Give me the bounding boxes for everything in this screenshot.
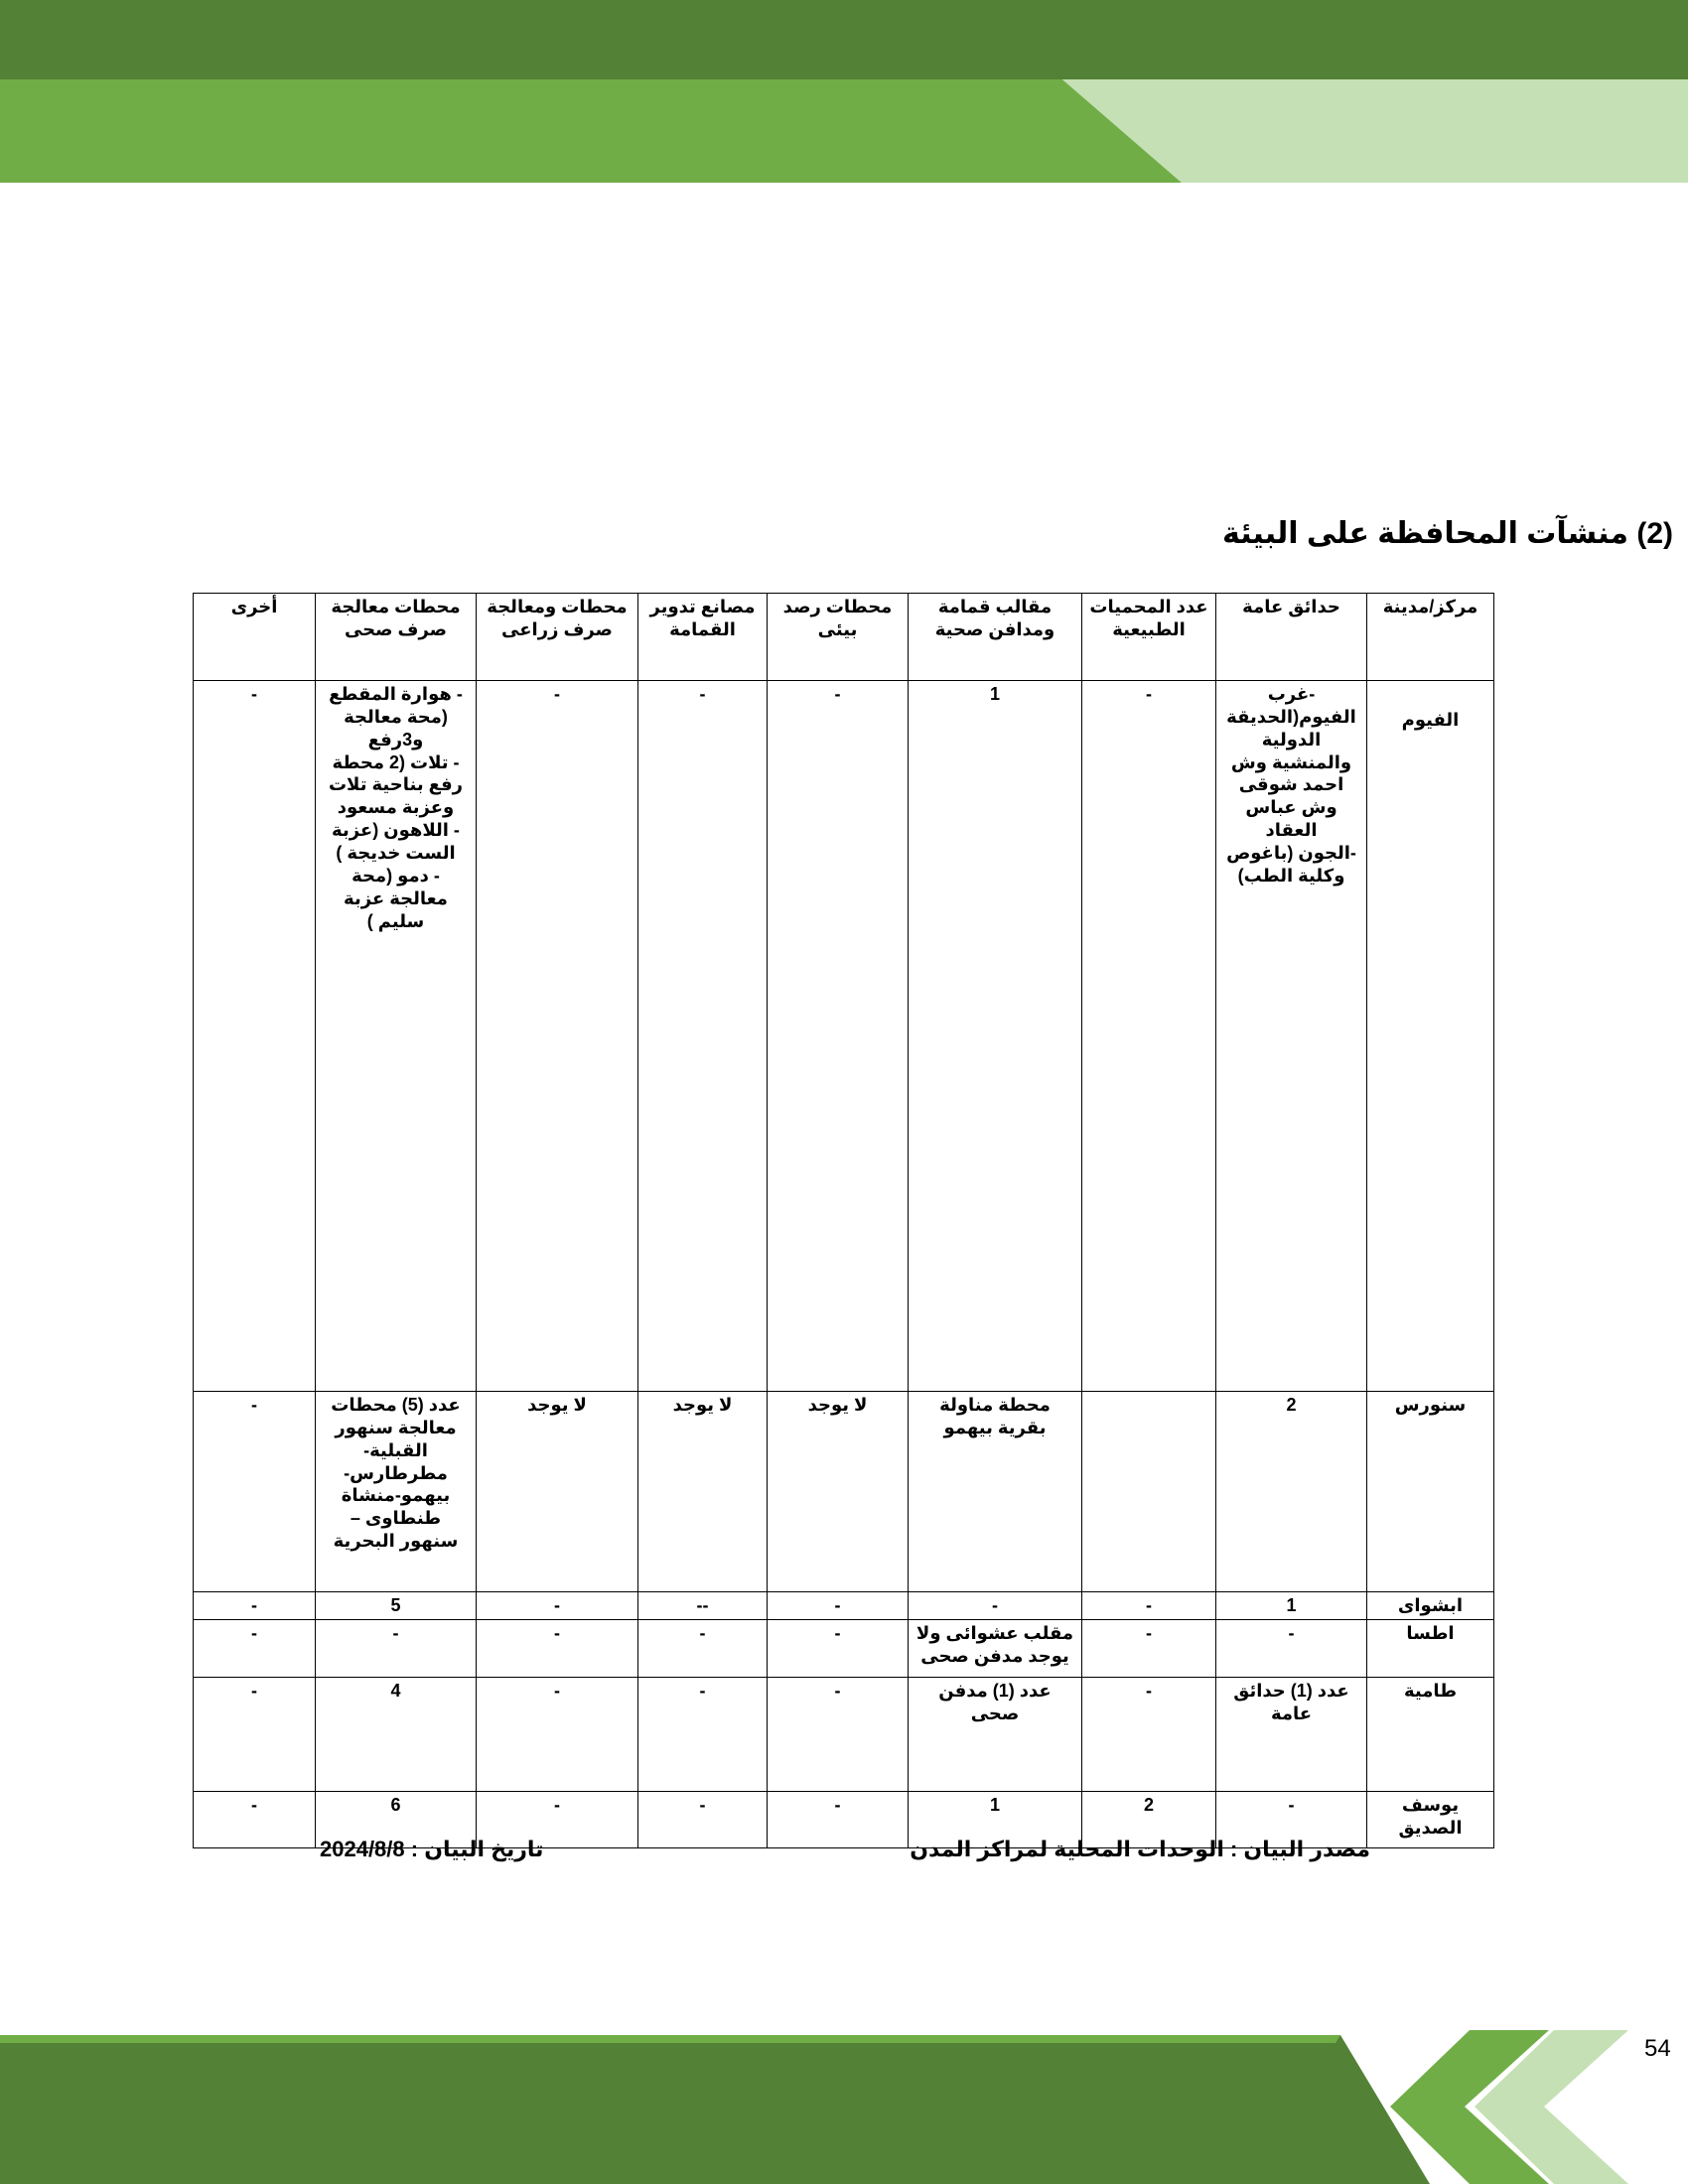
table-cell: - (477, 681, 638, 1392)
table-cell: - (909, 1592, 1082, 1620)
header-landfills: مقالب قمامة ومدافن صحية (909, 594, 1082, 681)
table-cell: - (194, 1678, 316, 1792)
table-cell: - (194, 681, 316, 1392)
table-cell: الفيوم (1367, 681, 1494, 1392)
data-date-note: تاريخ البيان : 2024/8/8 (320, 1837, 544, 1861)
table-cell: - (638, 1792, 768, 1848)
table-row (194, 1678, 1494, 1792)
table-cell: - (1082, 1678, 1216, 1792)
table-cell: - (638, 1678, 768, 1792)
table-cell: 2 (1082, 1792, 1216, 1848)
table-cell: مقلب عشوائى ولا يوجد مدفن صحى (909, 1620, 1082, 1678)
table-cell: طامية (1367, 1678, 1494, 1792)
page-title: (2) منشآت المحافظة على البيئة (1222, 517, 1673, 550)
header-nature-reserves: عدد المحميات الطبيعية (1082, 594, 1216, 681)
table-cell: - هوارة المقطع (محة معالجة و3رفع - تلات (2 محطة رفع بناحية تلات وعزبة مسعود - اللاهون (عزبة الست خديجة ) - دمو (محة معالجة عزبة سليم ) (316, 681, 477, 1392)
table-cell: لا يوجد (638, 1392, 768, 1592)
table-cell: 4 (316, 1678, 477, 1792)
table-cell: - (768, 1678, 909, 1792)
table-cell: عدد (5) محطات معالجة سنهور القبلية-مطرطارس-بيهمو-منشاة طنطاوى – سنهور البحرية (316, 1392, 477, 1592)
table-cell: سنورس (1367, 1392, 1494, 1592)
table-row (194, 681, 1494, 1392)
table-cell: لا يوجد (477, 1392, 638, 1592)
table-cell: 1 (1216, 1592, 1367, 1620)
data-source-note: مصدر البيان : الوحدات المحلية لمراكز المدن (910, 1837, 1370, 1861)
table-cell: - (768, 1592, 909, 1620)
table-cell: ابشواى (1367, 1592, 1494, 1620)
table-cell (1082, 1392, 1216, 1592)
table-cell: 1 (909, 681, 1082, 1392)
table-cell: 6 (316, 1792, 477, 1848)
table-cell: 5 (316, 1592, 477, 1620)
table-cell: 2 (1216, 1392, 1367, 1592)
table-cell: - (638, 1620, 768, 1678)
table-row (194, 1392, 1494, 1592)
table-cell: لا يوجد (768, 1392, 909, 1592)
header-public-gardens: حدائق عامة (1216, 594, 1367, 681)
footer-dark-band (0, 2035, 1430, 2184)
header-sewage-treatment: محطات معالجة صرف صحى (316, 594, 477, 681)
table-cell: - (638, 681, 768, 1392)
table-row (194, 1592, 1494, 1620)
table-cell: - (194, 1592, 316, 1620)
table-cell: - (477, 1620, 638, 1678)
header-monitoring-stations: محطات رصد بيئى (768, 594, 909, 681)
table-cell: - (768, 1792, 909, 1848)
chevron-icon (1390, 2030, 1549, 2184)
header-other: أخرى (194, 594, 316, 681)
footer-top-line (0, 2035, 1340, 2043)
table-cell: - (477, 1792, 638, 1848)
table-cell: محطة مناولة بقرية بيهمو (909, 1392, 1082, 1592)
header-recycling-plants: مصانع تدوير القمامة (638, 594, 768, 681)
table-cell: - (194, 1392, 316, 1592)
table-cell: - (477, 1678, 638, 1792)
header-mid-band (0, 79, 1182, 183)
table-cell: يوسف الصديق (1367, 1792, 1494, 1848)
table-cell: 1 (909, 1792, 1082, 1848)
table-row (194, 1620, 1494, 1678)
chevron-icon (1475, 2030, 1628, 2184)
table-cell: عدد (1) مدفن صحى (909, 1678, 1082, 1792)
table-cell: -غرب الفيوم(الحديقة الدولية والمنشية وش احمد شوقى وش عباس العقاد -الجون (باغوص وكلية الطب) (1216, 681, 1367, 1392)
table-cell: - (768, 681, 909, 1392)
header-agricultural-drainage: محطات ومعالجة صرف زراعى (477, 594, 638, 681)
table-cell: - (768, 1620, 909, 1678)
table-cell: اطسا (1367, 1620, 1494, 1678)
table-cell: - (1082, 681, 1216, 1392)
table-cell: - (1082, 1592, 1216, 1620)
table-cell: -- (638, 1592, 768, 1620)
table-cell: - (1216, 1792, 1367, 1848)
environment-facilities-table (193, 593, 1494, 1848)
table-cell: - (316, 1620, 477, 1678)
table-cell: - (194, 1792, 316, 1848)
table-cell: - (1082, 1620, 1216, 1678)
page-number: 54 (1644, 2035, 1671, 2062)
table-cell: - (1216, 1620, 1367, 1678)
table-cell: - (194, 1620, 316, 1678)
header-banner (0, 0, 1688, 189)
table-header-row (194, 594, 1494, 681)
table-cell: - (477, 1592, 638, 1620)
header-center: مركز/مدينة (1367, 594, 1494, 681)
header-dark-band (0, 0, 1688, 79)
table-cell: عدد (1) حدائق عامة (1216, 1678, 1367, 1792)
